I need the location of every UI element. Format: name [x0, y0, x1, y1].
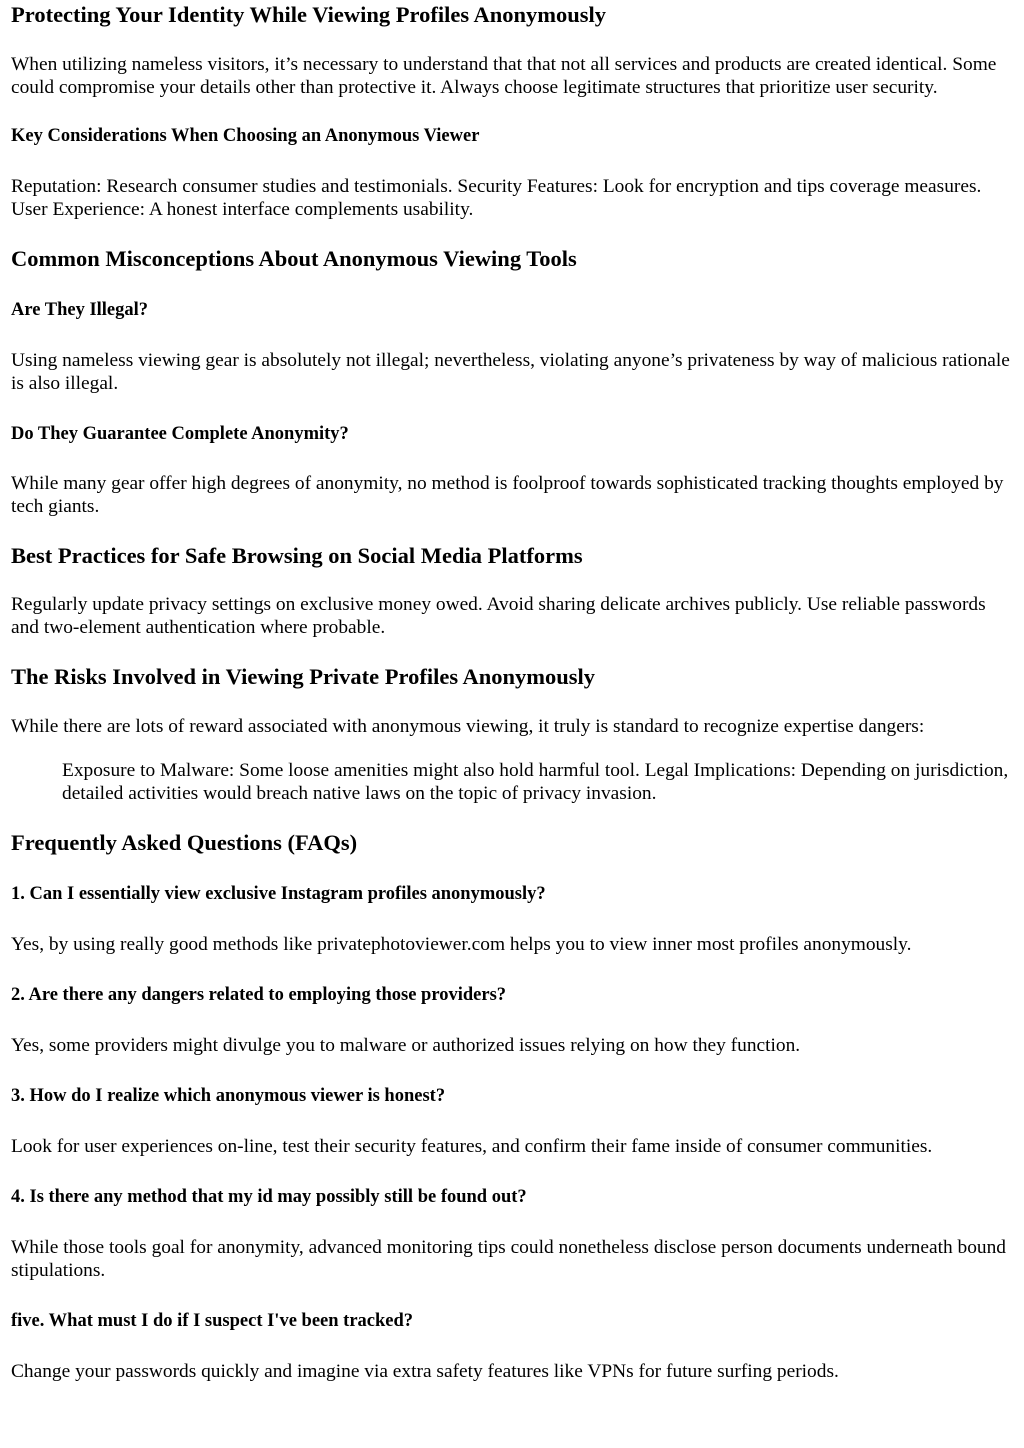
faq-answer: While those tools goal for anonymity, advanced monitoring tips could nonetheless disclose person documents underneath bound stipulations.: [11, 1237, 1007, 1281]
faq-question: 3. How do I realize which anonymous viewer is honest?: [11, 1086, 446, 1106]
faq-question: 2. Are there any dangers related to employing those providers?: [11, 985, 507, 1005]
faq-answer: Look for user experiences on-line, test their security features, and confirm their fame inside of consumer communities.: [11, 1136, 933, 1157]
section-heading-misconceptions: Common Misconceptions About Anonymous Viewing Tools: [11, 246, 577, 271]
subheading-key-considerations: Key Considerations When Choosing an Anonymous Viewer: [11, 126, 480, 146]
faq-question: five. What must I do if I suspect I've been tracked?: [11, 1311, 414, 1331]
faq-answer: Change your passwords quickly and imagine via extra safety features like VPNs for future surfing periods.: [11, 1361, 839, 1382]
risks-blockquote: Exposure to Malware: Some loose amenities might also hold harmful tool. Legal Implications: Depending on jurisdiction, detailed activities would breach native laws on the topic of privacy invasion.: [62, 760, 1009, 804]
subheading-anonymity: Do They Guarantee Complete Anonymity?: [11, 424, 349, 444]
section-heading-best-practices: Best Practices for Safe Browsing on Social Media Platforms: [11, 543, 583, 568]
considerations-paragraph: Reputation: Research consumer studies and testimonials. Security Features: Look for encryption and tips coverage measures. User Experience: A honest interface complements usability.: [11, 176, 982, 220]
illegal-paragraph: Using nameless viewing gear is absolutely not illegal; nevertheless, violating anyone’s privateness by way of malicious rationale is also illegal.: [11, 350, 1010, 394]
section-heading-faq: Frequently Asked Questions (FAQs): [11, 830, 358, 855]
article: [0, 2, 1024, 1383]
best-practices-paragraph: Regularly update privacy settings on exclusive money owed. Avoid sharing delicate archives publicly. Use reliable passwords and two-element authentication where probable.: [11, 594, 986, 638]
faq-question: 1. Can I essentially view exclusive Instagram profiles anonymously?: [11, 884, 546, 904]
faq-answer: Yes, some providers might divulge you to malware or authorized issues relying on how they function.: [11, 1035, 801, 1056]
anonymity-paragraph: While many gear offer high degrees of anonymity, no method is foolproof towards sophisticated tracking thoughts employed by tech giants.: [11, 473, 1004, 517]
section-heading-risks: The Risks Involved in Viewing Private Profiles Anonymously: [11, 664, 596, 689]
intro-paragraph: When utilizing nameless visitors, it’s necessary to understand that that not all services and products are created identical. Some could compromise your details other than protective it. Always choose legitimate structures that prioritize user security.: [11, 54, 997, 98]
section-heading-identity: Protecting Your Identity While Viewing Profiles Anonymously: [11, 2, 607, 27]
subheading-illegal: Are They Illegal?: [11, 300, 149, 320]
risks-intro-paragraph: While there are lots of reward associated with anonymous viewing, it truly is standard to recognize expertise dangers:: [11, 716, 925, 737]
faq-answer: Yes, by using really good methods like privatephotoviewer.com helps you to view inner most profiles anonymously.: [11, 934, 912, 955]
faq-question: 4. Is there any method that my id may possibly still be found out?: [11, 1187, 527, 1207]
